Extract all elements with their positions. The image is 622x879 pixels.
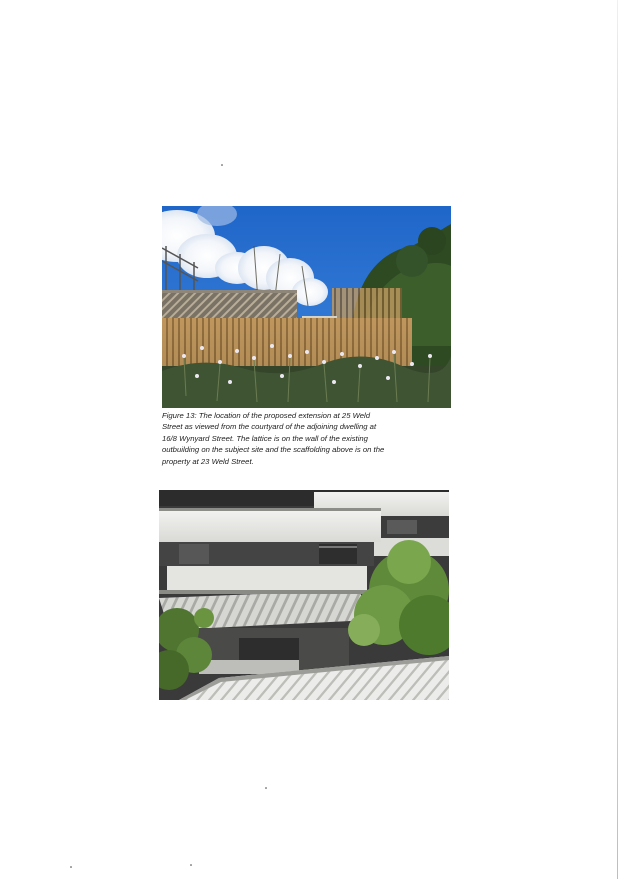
caption-line: outbuilding on the subject site and the scaffolding above is on the [162,445,385,455]
figure-13-photo [162,206,451,408]
figure-13-caption [162,410,454,467]
caption-line: property at 23 Weld Street. [162,456,254,466]
scan-speck [221,164,223,166]
caption-line: Street as viewed from the courtyard of the adjoining dwelling at [162,422,377,432]
caption-line: 16/8 Wynyard Street. The lattice is on the wall of the existing [162,433,368,443]
scan-speck [70,866,72,868]
figure-14-photo [159,490,449,700]
scan-speck [190,864,192,866]
scan-edge-shadow [617,0,618,879]
caption-line: Figure 13: The location of the proposed extension at 25 Weld [162,411,370,420]
scan-speck [265,787,267,789]
